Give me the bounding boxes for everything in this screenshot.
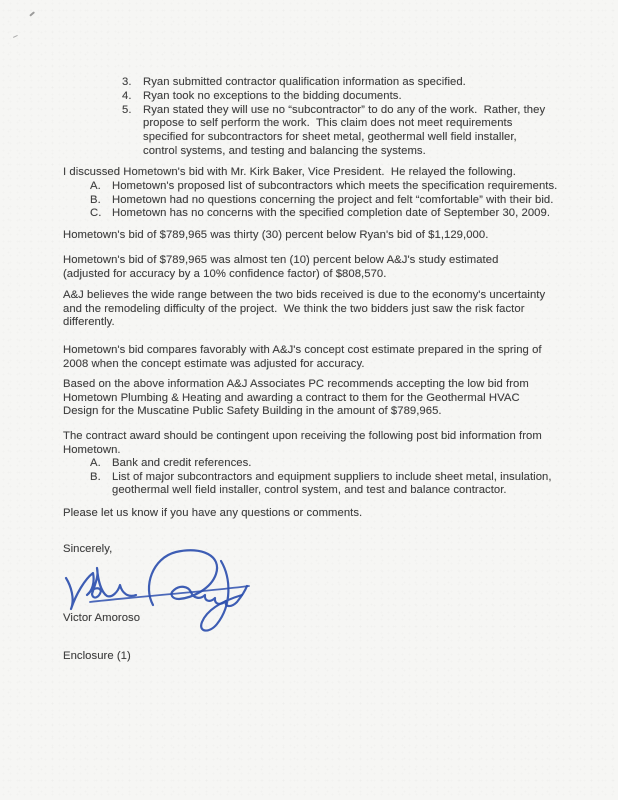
text-line: I discussed Hometown's bid with Mr. Kirk Baker, Vice President. He relayed the following.: [63, 166, 516, 178]
text-line: List of major subcontractors and equipment suppliers to include sheet metal, insulation,: [112, 470, 552, 483]
numbered-list: [122, 76, 545, 159]
paragraph: [63, 507, 362, 521]
text-line: Please let us know if you have any questions or comments.: [63, 507, 363, 519]
list-item-continuation: [122, 117, 545, 131]
text-line: propose to self perform the work. This claim does not meet requirements: [143, 117, 513, 130]
text-line: (adjusted for accuracy by a 10% confidence factor) of $808,570.: [63, 267, 387, 280]
pencil-mark: [13, 35, 18, 38]
paragraph: [63, 254, 498, 281]
list-item: [122, 104, 545, 118]
list-item: [90, 471, 552, 485]
list-marker: 3.: [122, 76, 132, 88]
text-line: Enclosure (1): [63, 650, 131, 662]
text-line: Ryan took no exceptions to the bidding documents.: [143, 89, 402, 102]
list-item: [90, 207, 557, 221]
paragraph: [63, 378, 529, 419]
list-item-continuation: [122, 131, 545, 145]
list-marker: A.: [90, 457, 101, 469]
list-item-continuation: [90, 484, 552, 498]
text-line: Hometown Plumbing & Heating and awarding a contract to them for the Geothermal HVAC: [63, 391, 520, 404]
text-line: Bank and credit references.: [112, 457, 252, 469]
list-marker: A.: [90, 180, 101, 192]
paragraph: [63, 430, 542, 457]
text-line: Hometown had no questions concerning the project and felt “comfortable” with their bid.: [112, 193, 554, 206]
paragraph: [63, 229, 488, 243]
text-line: The contract award should be contingent upon receiving the following post bid information from: [63, 430, 542, 442]
paragraph: [63, 289, 545, 330]
text-line: Hometown's bid of $789,965 was almost ten (10) percent below A&J's study estimated: [63, 254, 499, 266]
paragraph: [63, 344, 542, 371]
text-line: Design for the Muscatine Public Safety Building in the amount of $789,965.: [63, 405, 442, 417]
paragraph: [63, 166, 516, 180]
text-line: Sincerely,: [63, 543, 113, 555]
enclosure-note: [63, 650, 131, 664]
text-line: Hometown.: [63, 443, 121, 456]
list-item-continuation: [122, 145, 545, 159]
text-line: Ryan submitted contractor qualification information as specified.: [143, 76, 466, 88]
list-marker: 5.: [122, 103, 132, 116]
text-line: and the remodeling difficulty of the project. We think the two bidders just saw the risk factor: [63, 302, 525, 315]
text-line: A&J believes the wide range between the two bids received is due to the economy's uncertainty: [63, 289, 546, 301]
list-marker: 4.: [122, 89, 132, 102]
list-marker: B.: [90, 470, 101, 483]
list-marker: C.: [90, 207, 102, 219]
text-line: differently.: [63, 316, 115, 328]
text-line: Hometown has no concerns with the specified completion date of September 30, 2009.: [112, 207, 551, 219]
lettered-list: [90, 180, 557, 221]
text-line: control systems, and testing and balancing the systems.: [143, 144, 426, 157]
signer-name: [63, 612, 140, 626]
list-marker: B.: [90, 193, 101, 206]
lettered-list: [90, 457, 552, 498]
text-line: Based on the above information A&J Associates PC recommends accepting the low bid from: [63, 378, 529, 390]
text-line: Hometown's proposed list of subcontractors which meets the specification requirements.: [112, 180, 558, 192]
list-item: [90, 194, 557, 208]
list-item: [90, 457, 552, 471]
pencil-mark: [29, 11, 35, 16]
text-line: specified for subcontractors for sheet metal, geothermal well field installer,: [143, 131, 517, 144]
text-line: geothermal well field installer, control system, and test and balance contractor.: [112, 484, 507, 496]
text-line: Hometown's bid of $789,965 was thirty (30) percent below Ryan's bid of $1,129,000.: [63, 229, 489, 241]
text-line: Ryan stated they will use no “subcontractor” to do any of the work. Rather, they: [143, 103, 546, 116]
text-line: 2008 when the concept estimate was adjusted for accuracy.: [63, 357, 365, 370]
list-item: [122, 76, 545, 90]
list-item: [90, 180, 557, 194]
list-item: [122, 90, 545, 104]
text-line: Victor Amoroso: [63, 612, 141, 624]
text-line: Hometown's bid compares favorably with A&J's concept cost estimate prepared in the spring of: [63, 344, 542, 356]
